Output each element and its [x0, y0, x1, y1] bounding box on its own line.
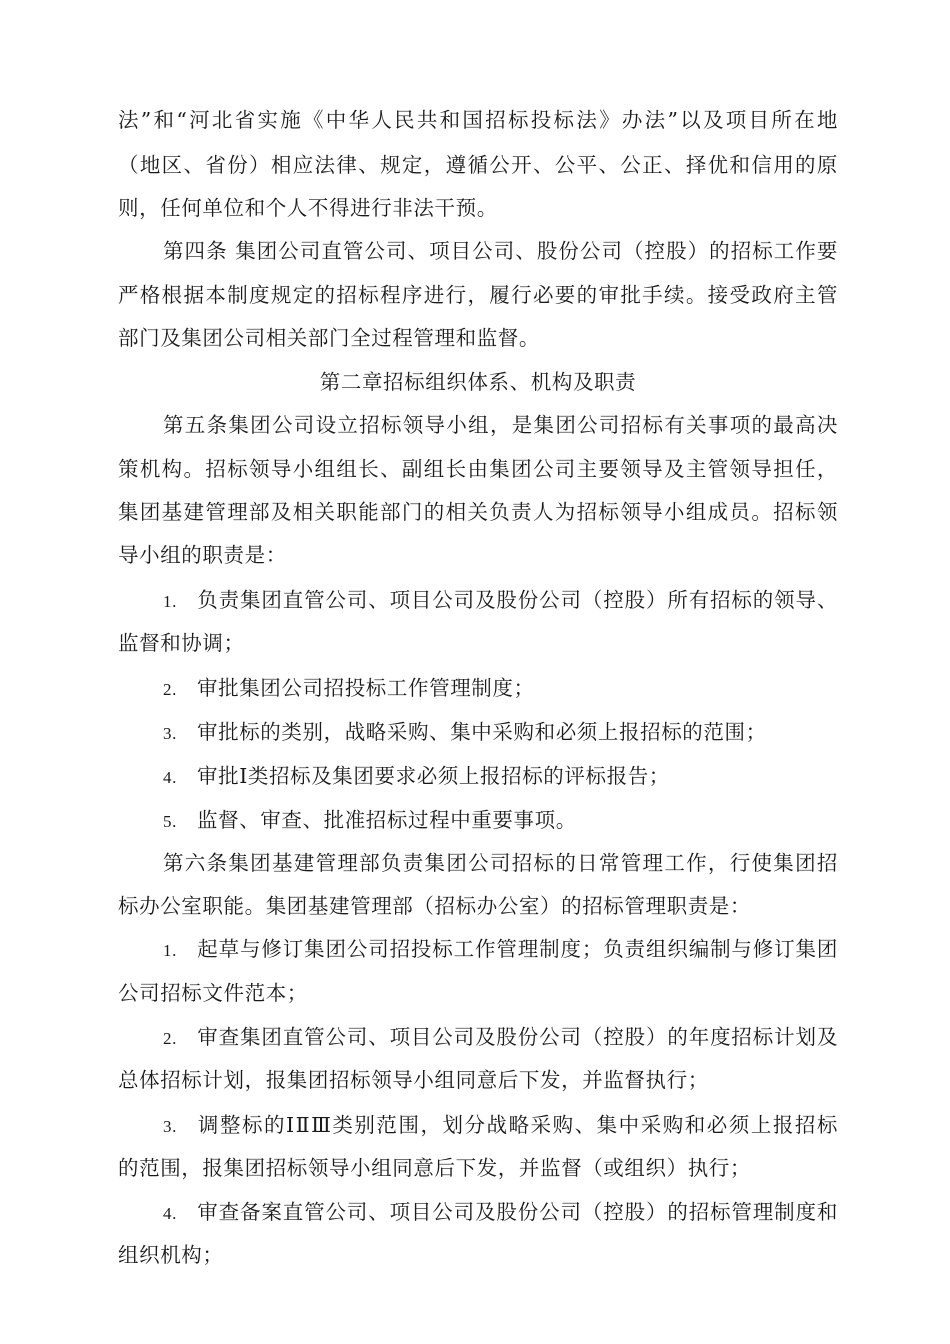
list-text: 审批Ⅰ类招标及集团要求必须上报招标的评标报告；	[197, 764, 670, 788]
text-line: 导小组的职责是：	[118, 543, 287, 567]
list-item	[163, 805, 838, 837]
list-text: 审查集团直管公司、项目公司及股份公司（控股）的年度招标计划及	[197, 1025, 838, 1049]
text-line: 部门及集团公司相关部门全过程管理和监督。	[118, 326, 540, 350]
text-line: 集团基建管理部及相关职能部门的相关负责人为招标领导小组成员。招标领	[118, 500, 838, 524]
text-line: 的范围，报集团招标领导小组同意后下发，并监督（或组织）执行；	[118, 1156, 751, 1180]
article-6-first-line: 第六条集团基建管理部负责集团公司招标的日常管理工作，行使集团招	[163, 851, 838, 875]
list-item	[163, 717, 838, 749]
list-item	[163, 585, 838, 617]
text-line: 标办公室职能。集团基建管理部（招标办公室）的招标管理职责是：	[118, 894, 751, 918]
list-number: 5.	[163, 812, 177, 831]
article-4-first-line: 第四条 集团公司直管公司、项目公司、股份公司（控股）的招标工作要	[163, 239, 838, 263]
list-text: 起草与修订集团公司招投标工作管理制度；负责组织编制与修订集团	[197, 937, 838, 961]
list-number: 2.	[163, 1029, 177, 1048]
list-text: 调整标的ⅠⅡⅢ类别范围，划分战略采购、集中采购和必须上报招标	[197, 1113, 838, 1137]
text-line: 总体招标计划，报集团招标领导小组同意后下发，并监督执行；	[118, 1068, 709, 1092]
list-number: 1.	[163, 941, 177, 960]
text-line: 策机构。招标领导小组组长、副组长由集团公司主要领导及主管领导担任，	[118, 457, 838, 481]
list-text: 审批集团公司招投标工作管理制度；	[197, 676, 535, 700]
chapter-heading: 第二章招标组织体系、机构及职责	[319, 370, 637, 394]
list-number: 4.	[163, 768, 177, 787]
list-item	[163, 761, 838, 793]
article-5-first-line: 第五条集团公司设立招标领导小组，是集团公司招标有关事项的最高决	[163, 413, 838, 437]
list-text: 审查备案直管公司、项目公司及股份公司（控股）的招标管理制度和	[197, 1200, 838, 1224]
list-item	[163, 934, 838, 966]
text-line: （地区、省份）相应法律、规定，遵循公开、公平、公正、择优和信用的原	[118, 153, 838, 177]
text-line: 严格根据本制度规定的招标程序进行，履行必要的审批手续。接受政府主管	[118, 283, 838, 307]
list-text: 审批标的类别，战略采购、集中采购和必须上报招标的范围；	[197, 720, 767, 744]
list-number: 3.	[163, 724, 177, 743]
text-line: 监督和协调；	[118, 631, 245, 655]
list-text: 负责集团直管公司、项目公司及股份公司（控股）所有招标的领导、	[197, 588, 838, 612]
list-number: 4.	[163, 1204, 177, 1223]
list-item	[163, 1197, 838, 1229]
list-text: 监督、审查、批准招标过程中重要事项。	[197, 808, 577, 832]
list-number: 1.	[163, 592, 177, 611]
text-line: 则，任何单位和个人不得进行非法干预。	[118, 196, 498, 220]
list-number: 3.	[163, 1117, 177, 1136]
list-item	[163, 1110, 838, 1142]
text-line: 法”和“河北省实施《中华人民共和国招标投标法》办法”以及项目所在地	[118, 108, 838, 132]
list-number: 2.	[163, 680, 177, 699]
list-item	[163, 1022, 838, 1054]
text-line: 组织机构；	[118, 1243, 224, 1267]
list-item	[163, 673, 838, 705]
text-line: 公司招标文件范本；	[118, 981, 308, 1005]
